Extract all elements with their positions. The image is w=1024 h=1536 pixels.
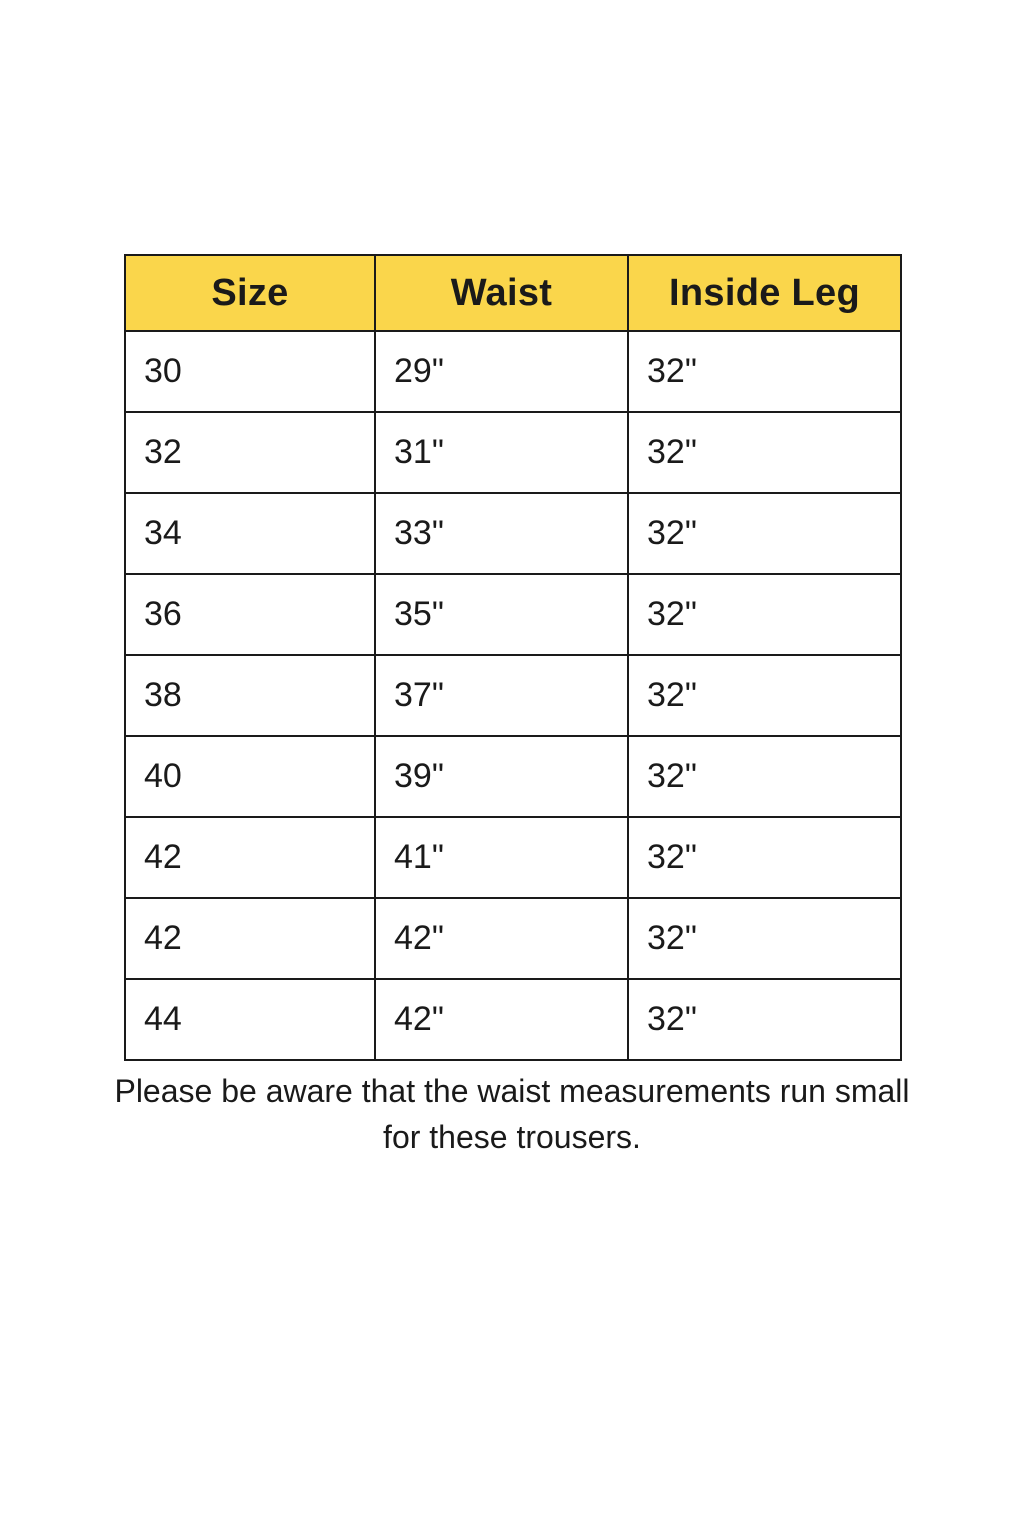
table-row xyxy=(125,898,901,979)
cell-waist: 37" xyxy=(375,655,628,736)
cell-inside-leg: 32" xyxy=(628,412,901,493)
cell-inside-leg: 32" xyxy=(628,574,901,655)
cell-waist: 29" xyxy=(375,331,628,412)
table-row xyxy=(125,493,901,574)
cell-waist: 42" xyxy=(375,979,628,1060)
cell-inside-leg: 32" xyxy=(628,898,901,979)
size-chart-table-wrapper xyxy=(124,254,900,1061)
table-body xyxy=(125,331,901,1060)
cell-size: 40 xyxy=(125,736,375,817)
table-row xyxy=(125,817,901,898)
cell-waist: 31" xyxy=(375,412,628,493)
table-row xyxy=(125,979,901,1060)
table-header-row xyxy=(125,255,901,331)
cell-size: 32 xyxy=(125,412,375,493)
cell-inside-leg: 32" xyxy=(628,817,901,898)
cell-inside-leg: 32" xyxy=(628,979,901,1060)
cell-size: 42 xyxy=(125,898,375,979)
column-header-size: Size xyxy=(125,255,375,331)
table-header xyxy=(125,255,901,331)
cell-waist: 39" xyxy=(375,736,628,817)
table-row xyxy=(125,412,901,493)
column-header-inside-leg: Inside Leg xyxy=(628,255,901,331)
size-chart-table xyxy=(124,254,902,1061)
table-row xyxy=(125,574,901,655)
cell-size: 42 xyxy=(125,817,375,898)
table-row xyxy=(125,331,901,412)
cell-size: 36 xyxy=(125,574,375,655)
cell-size: 44 xyxy=(125,979,375,1060)
column-header-waist: Waist xyxy=(375,255,628,331)
cell-waist: 35" xyxy=(375,574,628,655)
cell-size: 34 xyxy=(125,493,375,574)
cell-size: 30 xyxy=(125,331,375,412)
cell-size: 38 xyxy=(125,655,375,736)
table-row xyxy=(125,655,901,736)
table-row xyxy=(125,736,901,817)
cell-inside-leg: 32" xyxy=(628,736,901,817)
cell-inside-leg: 32" xyxy=(628,493,901,574)
cell-inside-leg: 32" xyxy=(628,331,901,412)
cell-waist: 41" xyxy=(375,817,628,898)
measurement-note: Please be aware that the waist measurements run small for these trousers. xyxy=(114,1073,910,1156)
cell-waist: 42" xyxy=(375,898,628,979)
cell-inside-leg: 32" xyxy=(628,655,901,736)
cell-waist: 33" xyxy=(375,493,628,574)
